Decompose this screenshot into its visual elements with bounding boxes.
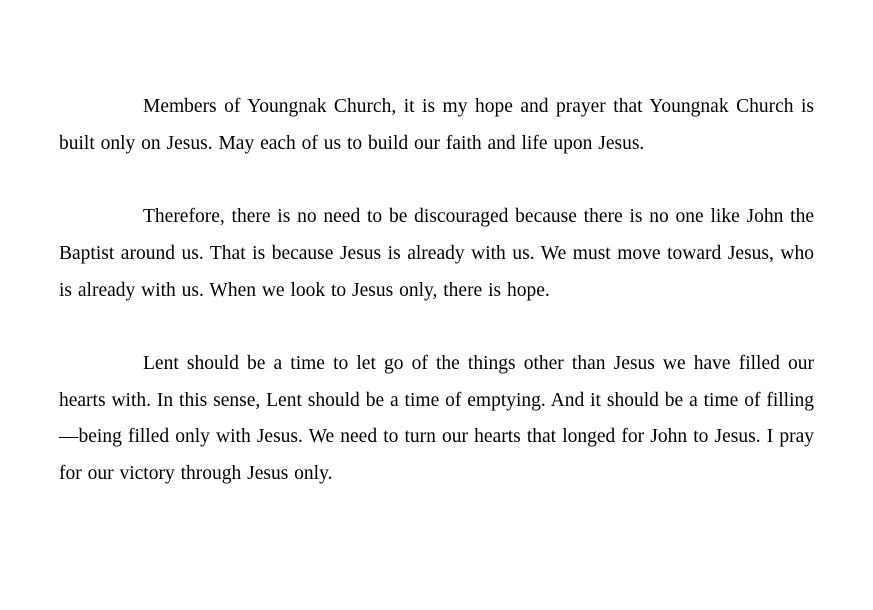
paragraph-2: Therefore, there is no need to be discouraged because there is no one like John the Baptist around us. That is because Jesus is already with us. We must move toward Jesus, who is already with us. When we look to Jesus only, there is hope. bbox=[59, 206, 814, 301]
paragraph-1: Members of Youngnak Church, it is my hope and prayer that Youngnak Church is built only on Jesus. May each of us to build our faith and life upon Jesus. bbox=[59, 96, 814, 154]
paragraph-3: Lent should be a time to let go of the things other than Jesus we have filled our hearts with. In this sense, Lent should be a time of emptying. And it should be a time of filling—being filled only with Jesus. We need to turn our hearts that longed for John to Jesus. I pray for our victory through Jesus only. bbox=[59, 352, 814, 484]
document-body bbox=[59, 89, 814, 493]
